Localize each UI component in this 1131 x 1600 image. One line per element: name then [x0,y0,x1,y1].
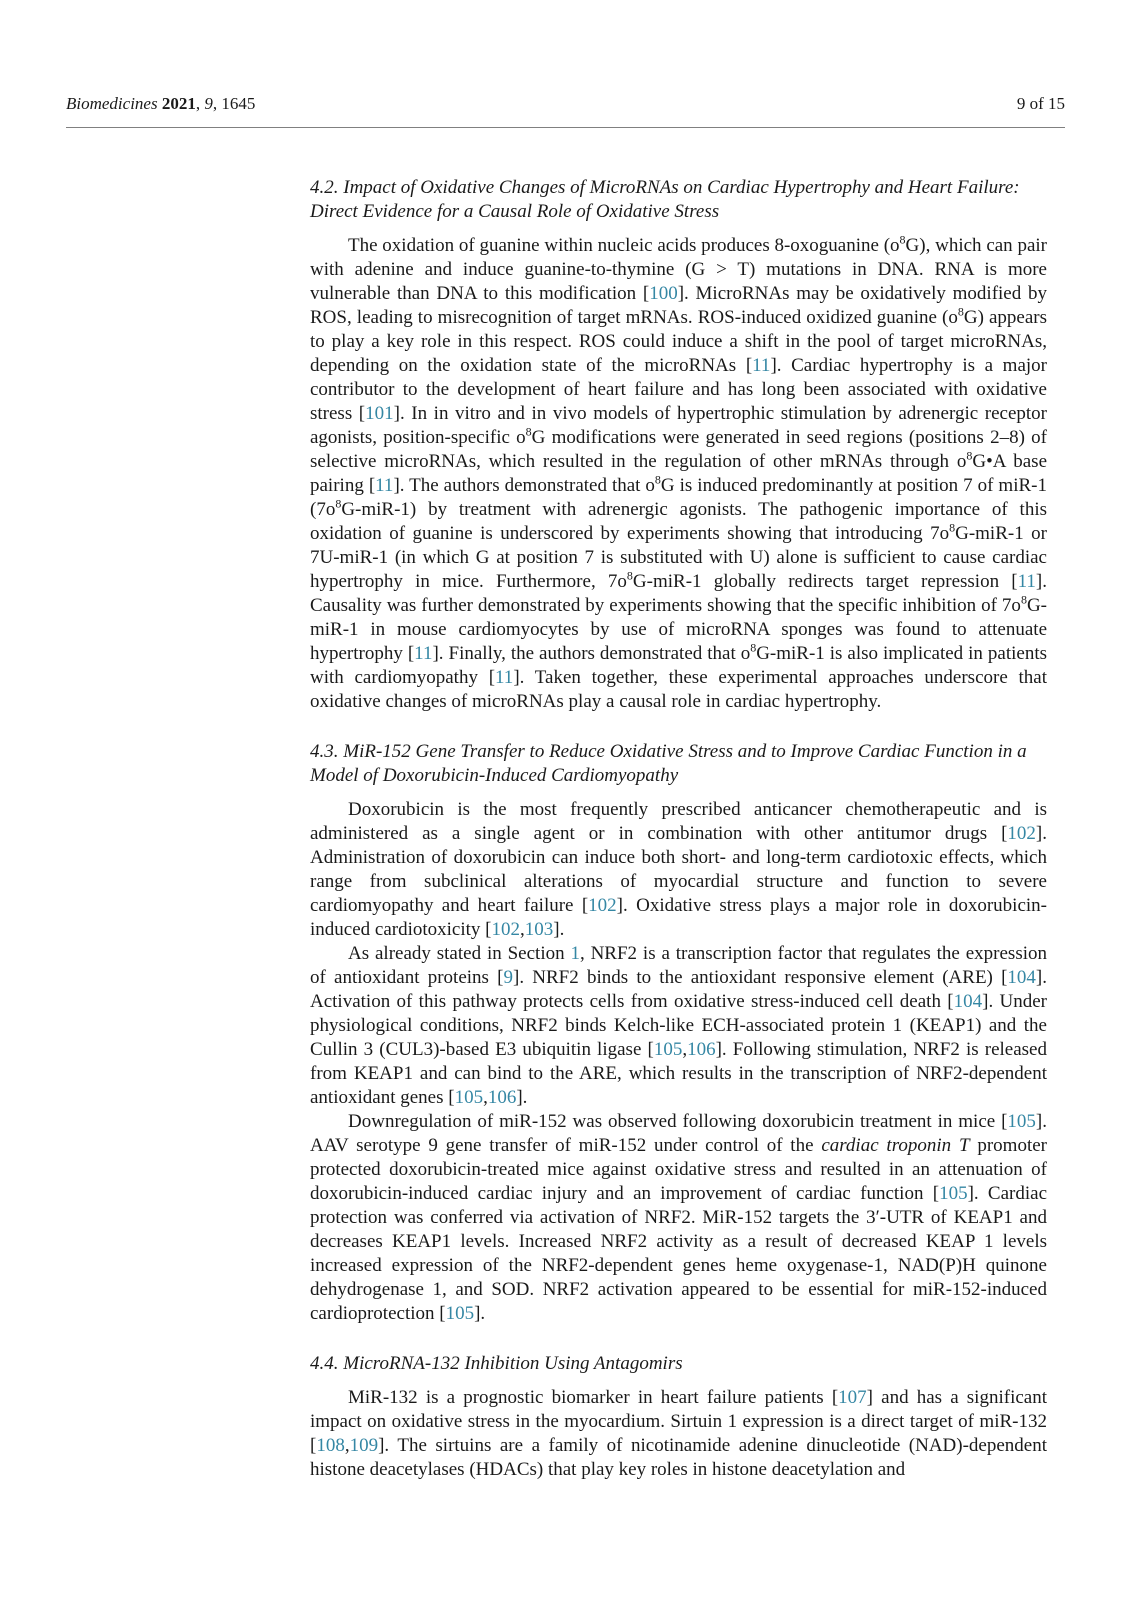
citation: [105] [932,1183,974,1204]
citation-link[interactable]: 105 [653,1039,683,1060]
citation: [100] [642,283,685,304]
citation-link[interactable]: 100 [649,283,678,304]
citation: [105] [439,1303,481,1324]
citation-link[interactable]: 9 [503,967,513,988]
citation: [105,106] [448,1087,523,1108]
citation-link[interactable]: 105 [445,1303,475,1324]
citation: [108,109] [310,1435,385,1456]
citation-link[interactable]: 11 [495,667,514,688]
citation: [104] [947,991,989,1012]
citation-link[interactable]: 106 [687,1039,716,1060]
citation-link[interactable]: 107 [838,1387,867,1408]
paragraph-4-3-1: Doxorubicin is the most frequently prescribed anticancer chemotherapeutic and is administered as a single agent or in combination with other antitumor drugs [102]. Administration of doxorubicin can induce both short- and long-term cardiotoxic effects, which range from subclinical alterations of myocardial structure and function to severe cardiomyopathy and heart failure [102]. Oxidative stress plays a major role in doxorubicin-induced cardiotoxicity [102,103]. [310,799,1047,940]
citation: [11] [407,643,439,664]
citation-link[interactable]: 105 [1007,1111,1036,1132]
citation-link[interactable]: 102 [588,895,617,916]
citation: [102,103] [485,919,560,940]
citation-link[interactable]: 106 [487,1087,517,1108]
page-header [66,94,1065,114]
citation: [105,106] [647,1039,722,1060]
citation-link[interactable]: 105 [939,1183,968,1204]
header-divider [66,127,1065,128]
citation-link[interactable]: 11 [375,475,394,496]
citation-link[interactable]: 103 [524,919,554,940]
citation: [9] [497,967,520,988]
section-heading-4-3: 4.3. MiR-152 Gene Transfer to Reduce Oxidative Stress and to Improve Cardiac Function in a Model of Doxorubicin-Induced Cardiomyopathy [310,741,1027,786]
article-content [310,176,1047,1482]
citation: [11] [368,475,400,496]
citation: [11] [1011,571,1043,592]
citation: [102] [1001,823,1043,844]
citation-link[interactable]: 104 [1007,967,1036,988]
citation-link[interactable]: 109 [349,1435,379,1456]
citation: [104] [1001,967,1043,988]
citation: [105] [1001,1111,1043,1132]
section-link[interactable]: 1 [570,943,580,964]
page-number: 9 of 15 [1016,94,1065,113]
citation-link[interactable]: 102 [491,919,520,940]
citation-link[interactable]: 108 [316,1435,345,1456]
citation-link[interactable]: 11 [1017,571,1036,592]
citation-link[interactable]: 104 [953,991,983,1012]
paragraph-4-3-3: Downregulation of miR-152 was observed following doxorubicin treatment in mice [105]. AAV serotype 9 gene transfer of miR-152 under control of the cardiac troponin T promoter protected doxorubicin-treated mice against oxidative stress and resulted in an attenuation of doxorubicin-induced cardiac injury and an improvement of cardiac function [105]. Cardiac protection was conferred via activation of NRF2. MiR-152 targets the 3′-UTR of KEAP1 and decreases KEAP1 levels. Increased NRF2 activity as a result of decreased KEAP 1 levels increased expression of the NRF2-dependent genes heme oxygenase-1, NAD(P)H quinone dehydrogenase 1, and SOD. NRF2 activation appeared to be essential for miR-152-induced cardioprotection [105]. [310,1111,1048,1324]
citation: [101] [358,403,400,424]
citation: [11] [488,667,520,688]
citation: [107] [831,1387,873,1408]
paragraph-4-2-1: The oxidation of guanine within nucleic acids produces 8-oxoguanine $(o^8G)$, which can pair with adenine and induce guanine-to-thymine (G > T) mutations in DNA. RNA is more vulnerable than DNA to this modification [100]. MicroRNAs may be oxidatively modified by ROS, leading to misrecognition of target mRNAs. ROS-induced oxidized guanine $(o^8G)$ appears to play a key role in this respect. ROS could induce a shift in the pool of target microRNAs, depending on the oxidation state of the microRNAs [11]. Cardiac hypertrophy is a major contributor to the development of heart failure and has long been associated with oxidative stress [101]. In in vitro and in vivo models of hypertrophic stimulation by adrenergic receptor agonists, position-specific $o^8G$ modifications were generated in seed regions (positions 2–8) of selective microRNAs, which resulted in the regulation of other mRNAs through $o^8G•A$ base pairing [11]. The authors demonstrated that $o^8G$ is induced predominantly at position 7 of miR-1 $(7o^8G-miR-1)$ by treatment with adrenergic agonists. The pathogenic importance of this oxidation of guanine is underscored by experiments showing that introducing $7o^8G-miR-1$ or 7U-miR-1 (in which G at position 7 is substituted with U) alone is sufficient to cause cardiac hypertrophy in mice. Furthermore, $7o^8G-miR-1$ globally redirects target repression [11]. Causality was further demonstrated by experiments showing that the specific inhibition of $7o^8G-miR-1$ in mouse cardiomyocytes by use of microRNA sponges was found to attenuate hypertrophy [11]. Finally, the authors demonstrated that $o^8G-miR-1$ is also implicated in patients with cardiomyopathy [11]. Taken together, these experimental approaches underscore that oxidative changes of microRNAs play a causal role in cardiac hypertrophy. [310,232,1048,712]
journal-citation: Biomedicines 2021, 9, 1645 [66,94,256,113]
citation-link[interactable]: 101 [365,403,394,424]
citation: [11] [745,355,777,376]
paragraph-4-4-1: MiR-132 is a prognostic biomarker in heart failure patients [107] and has a significant impact on oxidative stress in the myocardium. Sirtuin 1 expression is a direct target of miR-132 [108,109]. The sirtuins are a family of nicotinamide adenine dinucleotide (NAD)-dependent histone deacetylases (HDACs) that play key roles in histone deacetylation and [310,1387,1047,1480]
citation: [102] [581,895,623,916]
citation-link[interactable]: 11 [414,643,433,664]
citation-link[interactable]: 105 [454,1087,484,1108]
section-heading-4-2: 4.2. Impact of Oxidative Changes of MicroRNAs on Cardiac Hypertrophy and Heart Failure: Direct Evidence for a Causal Role of Oxidative Stress [310,177,1020,222]
citation-link[interactable]: 102 [1007,823,1036,844]
citation-link[interactable]: 11 [752,355,771,376]
paragraph-4-3-2: As already stated in Section 1, NRF2 is a transcription factor that regulates the expression of antioxidant proteins [9]. NRF2 binds to the antioxidant responsive element (ARE) [104]. Activation of this pathway protects cells from oxidative stress-induced cell death [104]. Under physiological conditions, NRF2 binds Kelch-like ECH-associated protein 1 (KEAP1) and the Cullin 3 (CUL3)-based E3 ubiquitin ligase [105,106]. Following stimulation, NRF2 is released from KEAP1 and can bind to the ARE, which results in the transcription of NRF2-dependent antioxidant genes [105,106]. [310,943,1048,1108]
section-heading-4-4: 4.4. MicroRNA-132 Inhibition Using Antagomirs [310,1353,683,1374]
